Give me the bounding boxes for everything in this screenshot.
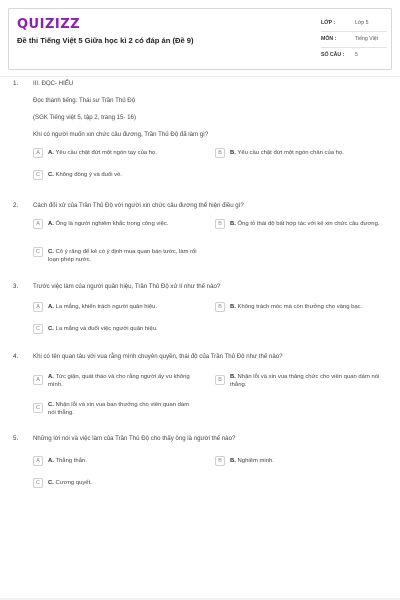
option-letter: C. — [48, 480, 54, 486]
option-text: Nghiêm minh. — [237, 458, 274, 464]
meta-value: Tiếng Việt — [355, 36, 379, 42]
option-letter: B. — [230, 458, 236, 464]
option-badge: A — [33, 456, 43, 466]
option-badge: C — [33, 478, 43, 488]
meta-row-subject — [321, 32, 387, 48]
question-body — [33, 202, 388, 279]
question-text: Đọc thành tiếng: Thái sư Trần Thủ Độ — [33, 97, 136, 104]
question-text: Trước việc làm của người quân hiệu, Trần Thủ Độ xử lí như thế nào? — [33, 283, 221, 290]
option-text: Tức giận, quát tháo và cho rằng người ấy vu không mình. — [48, 374, 190, 388]
question-number: 1. — [13, 80, 19, 87]
meta-key: LỚP : — [321, 20, 336, 26]
meta-value: 5 — [355, 52, 358, 58]
meta-row-grade — [321, 16, 387, 32]
option-text: Cương quyết. — [55, 480, 92, 486]
question-number: 4. — [13, 353, 19, 360]
option-letter: A. — [48, 304, 54, 310]
options — [33, 148, 393, 192]
question-text: III. ĐỌC- HIỂU — [33, 80, 74, 87]
option-text: Nhận lỗi và xin vua thăng chức cho viên quan dám nói thẳng. — [230, 374, 380, 388]
option-letter: A. — [48, 150, 54, 156]
option-text: La mắng và đuổi việc người quân hiệu. — [55, 326, 158, 332]
option-badge: A — [33, 302, 43, 312]
option-badge: B — [215, 456, 225, 466]
option-letter: A. — [48, 458, 54, 464]
option-badge: B — [215, 302, 225, 312]
option-badge: C — [33, 170, 43, 180]
question-text: (SGK Tiếng việt 5, tập 2, trang 15- 16) — [33, 114, 136, 121]
option-text: Yêu cầu chặt đứt một ngón tay của họ. — [55, 150, 157, 156]
options — [33, 370, 393, 432]
option-text: Không trách móc mà còn thưởng cho vàng bạc. — [237, 304, 363, 310]
option-badge: C — [33, 247, 43, 257]
question-text: Những lời nói và việc làm của Trần Thủ Độ cho thấy ông là người thế nào? — [33, 435, 236, 442]
option-text: Thẳng thắn. — [55, 458, 87, 464]
options — [33, 219, 393, 279]
meta-row-count — [321, 48, 387, 63]
question-body — [33, 80, 388, 192]
option-letter: B. — [230, 304, 236, 310]
divider — [0, 76, 400, 77]
option-text: Yêu cầu chặt đứt một ngón chân của họ. — [237, 150, 344, 156]
question-number: 2. — [13, 202, 19, 209]
option-badge: B — [215, 219, 225, 229]
worksheet-title: Đề thi Tiếng Việt 5 Giữa học kì 2 có đáp án (Đề 9) — [17, 36, 194, 45]
option-text: Cô ý răng để kẻ có ý định mua quan bán tước, làm rối loạn phép nước. — [48, 249, 197, 263]
meta-key: MÔN : — [321, 36, 337, 42]
option-letter: C. — [48, 249, 54, 255]
option-badge: B — [215, 375, 225, 385]
option-badge: C — [33, 403, 43, 413]
question-number: 5. — [13, 435, 19, 442]
option-letter: C. — [48, 172, 54, 178]
option-text: Nhận lỗi và xin vua ban thưởng cho viên quan dám nói thẳng. — [48, 402, 190, 416]
option-letter: B. — [230, 221, 236, 227]
option-text: Không đồng ý và đuổi về. — [55, 172, 123, 178]
question-body — [33, 435, 388, 496]
question-number: 3. — [13, 283, 19, 290]
quizizz-logo: QUIZIZZ — [17, 17, 81, 32]
option-letter: B. — [230, 150, 236, 156]
question-text: Khi có tên quan tâu với vua rằng mình chuyên quyền, thái độ của Trần Thủ Độ như thế nào? — [33, 353, 283, 360]
question-text: Khi có người muốn xin chức câu đương, Trần Thủ Độ đã làm gì? — [33, 131, 209, 138]
option-text: Ông tỏ thái độ bất hợp tác với kẻ xin chức câu đương. — [237, 221, 380, 227]
option-badge: A — [33, 375, 43, 385]
option-text: La mắng, khiển trách người quân hiệu. — [55, 304, 158, 310]
option-badge: B — [215, 148, 225, 158]
options — [33, 300, 393, 346]
option-letter: B. — [230, 374, 236, 380]
option-letter: C. — [48, 402, 54, 408]
meta-table — [321, 16, 387, 63]
meta-key: SỐ CÂU : — [321, 52, 345, 58]
option-badge: C — [33, 324, 43, 334]
option-letter: A. — [48, 374, 54, 380]
question-text: Cách đối xử của Trần Thủ Độ với người xin chức câu đương thể hiện điều gì? — [33, 202, 244, 209]
options — [33, 452, 393, 496]
worksheet-header — [8, 8, 392, 70]
option-letter: A. — [48, 221, 54, 227]
option-badge: A — [33, 219, 43, 229]
option-badge: A — [33, 148, 43, 158]
question-body — [33, 283, 388, 346]
meta-value: Lớp 5 — [355, 20, 369, 26]
option-letter: C. — [48, 326, 54, 332]
question-body — [33, 353, 388, 432]
option-text: Ông là người nghiêm khắc trong công việc. — [55, 221, 169, 227]
